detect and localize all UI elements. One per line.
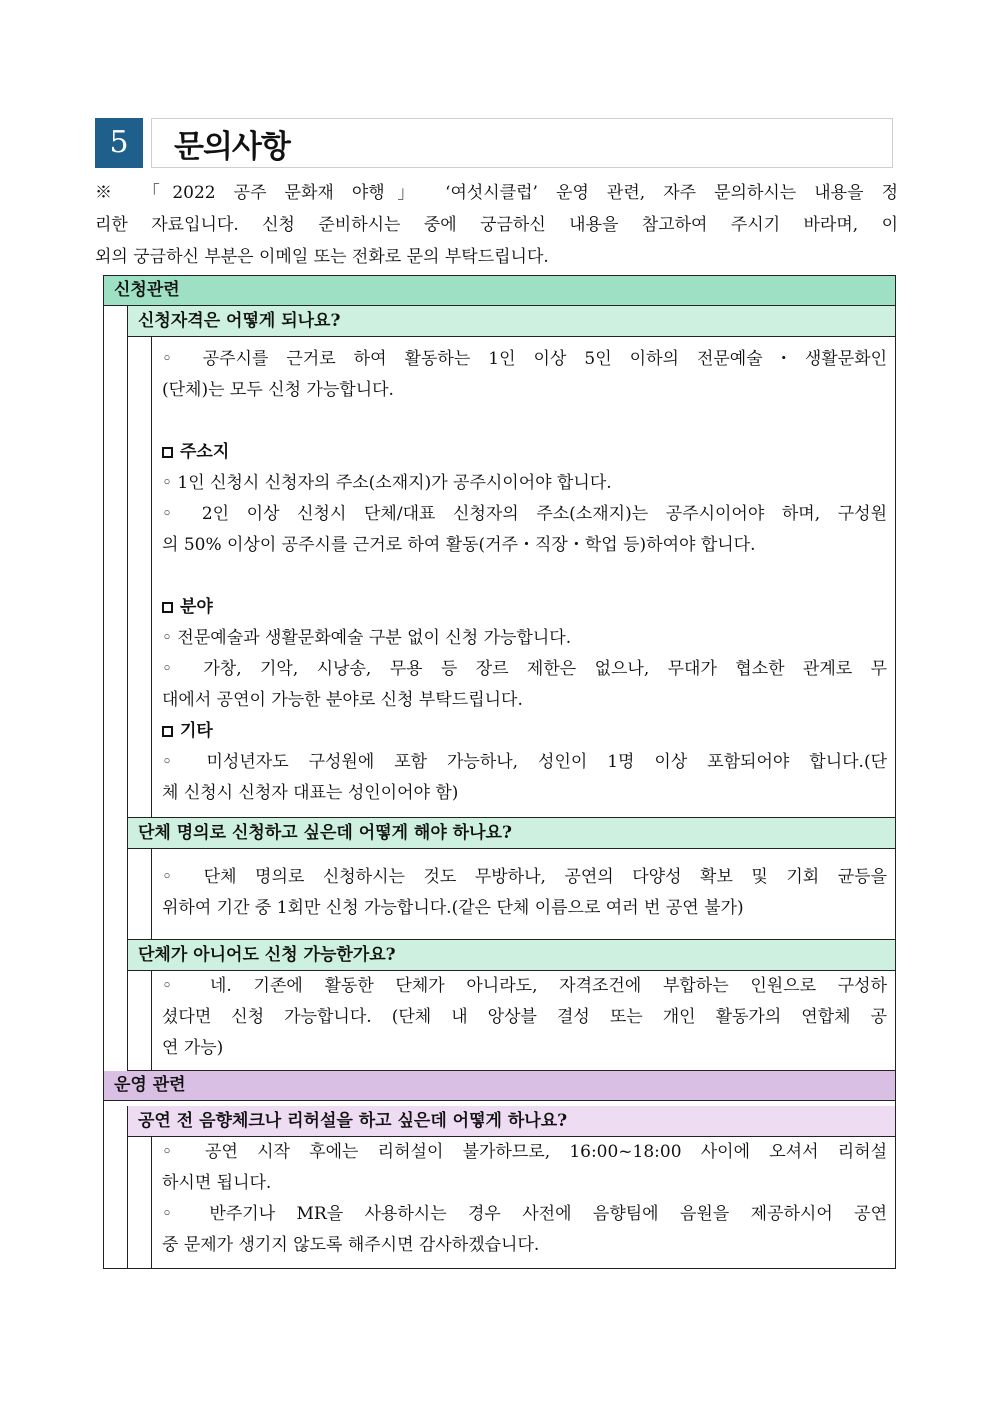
answer-line: ◦ 미성년자도 구성원에 포함 가능하나, 성인이 1명 이상 포함되어야 합니다.(단 (162, 752, 887, 772)
answer-line: ◦ 가창, 기악, 시낭송, 무용 등 장르 제한은 없으나, 무대가 협소한 관계로 무 (162, 659, 887, 679)
faq-table (103, 275, 896, 1269)
checkbox-square-icon (162, 726, 173, 737)
question-eligibility: 신청자격은 어떻게 되나요? (127, 306, 895, 337)
answer-line: 체 신청시 신청자 대표는 성인이어야 함) (162, 783, 459, 803)
section-header (95, 118, 893, 168)
answer-group-name (127, 849, 895, 940)
intro-paragraph (95, 177, 898, 273)
spacer (162, 561, 887, 592)
answer-line: 중 문제가 생기지 않도록 해주시면 감사하겠습니다. (162, 1235, 540, 1255)
answer-line: ◦ 전문예술과 생활문화예술 구분 없이 신청 가능합니다. (162, 628, 572, 648)
answer-line: 연 가능) (162, 1038, 224, 1058)
answer-line: ◦ 반주기나 MR을 사용하시는 경우 사전에 음향팀에 음원을 제공하시어 공연 (162, 1204, 887, 1224)
checkbox-square-icon (162, 602, 173, 613)
category-application: 신청관련 (104, 276, 895, 306)
answer-line: ◦ 공주시를 근거로 하여 활동하는 1인 이상 5인 이하의 전문예술・생활문화인 (162, 349, 887, 369)
section-title: 문의사항 (174, 129, 290, 165)
section-title-box (151, 118, 893, 168)
answer-eligibility (127, 337, 895, 818)
answer-line: 의 50% 이상이 공주시를 근거로 하여 활동(거주・직장・학업 등)하여야 합니다. (162, 535, 756, 555)
category-operation: 운영 관련 (104, 1071, 895, 1101)
question-rehearsal: 공연 전 음향체크나 리허설을 하고 싶은데 어떻게 하나요? (127, 1106, 895, 1137)
answer-line: (단체)는 모두 신청 가능합니다. (162, 380, 394, 400)
subheading-address: 주소지 (162, 437, 887, 468)
question-non-group: 단체가 아니어도 신청 가능한가요? (127, 940, 895, 971)
intro-line: 리한 자료입니다. 신청 준비하시는 중에 궁금하신 내용을 참고하여 주시기 바라며, 이 (95, 215, 898, 235)
subheading-field: 분야 (162, 592, 887, 623)
answer-line: ◦ 단체 명의로 신청하시는 것도 무방하나, 공연의 다양성 확보 및 기회 균등을 (162, 867, 887, 887)
subheading-other: 기타 (162, 716, 887, 747)
spacer (162, 406, 887, 437)
answer-line: ◦ 공연 시작 후에는 리허설이 불가하므로, 16:00~18:00 사이에 오셔서 리허설 (162, 1142, 887, 1162)
answer-line: 위하여 기간 중 1회만 신청 가능합니다.(같은 단체 이름으로 여러 번 공연 불가) (162, 898, 744, 918)
answer-non-group (127, 971, 895, 1071)
answer-line: ◦ 네. 기존에 활동한 단체가 아니라도, 자격조건에 부합하는 인원으로 구성하 (162, 976, 887, 996)
answer-line: ◦ 1인 신청시 신청자의 주소(소재지)가 공주시이어야 합니다. (162, 473, 612, 493)
answer-line: 대에서 공연이 가능한 분야로 신청 부탁드립니다. (162, 690, 523, 710)
intro-line: 외의 궁금하신 부분은 이메일 또는 전화로 문의 부탁드립니다. (95, 247, 549, 267)
answer-rehearsal (127, 1137, 895, 1268)
intro-line: ※ 「2022 공주 문화재 야행」 ‘여섯시클럽’ 운영 관련, 자주 문의하시는 내용을 정 (95, 183, 898, 203)
question-group-name: 단체 명의로 신청하고 싶은데 어떻게 해야 하나요? (127, 818, 895, 849)
answer-line: ◦ 2인 이상 신청시 단체/대표 신청자의 주소(소재지)는 공주시이어야 하며, 구성원 (162, 504, 887, 524)
checkbox-square-icon (162, 447, 173, 458)
answer-line: 하시면 됩니다. (162, 1173, 272, 1193)
section-number: 5 (95, 118, 143, 168)
answer-line: 셨다면 신청 가능합니다. (단체 내 앙상블 결성 또는 개인 활동가의 연합체 공 (162, 1007, 887, 1027)
